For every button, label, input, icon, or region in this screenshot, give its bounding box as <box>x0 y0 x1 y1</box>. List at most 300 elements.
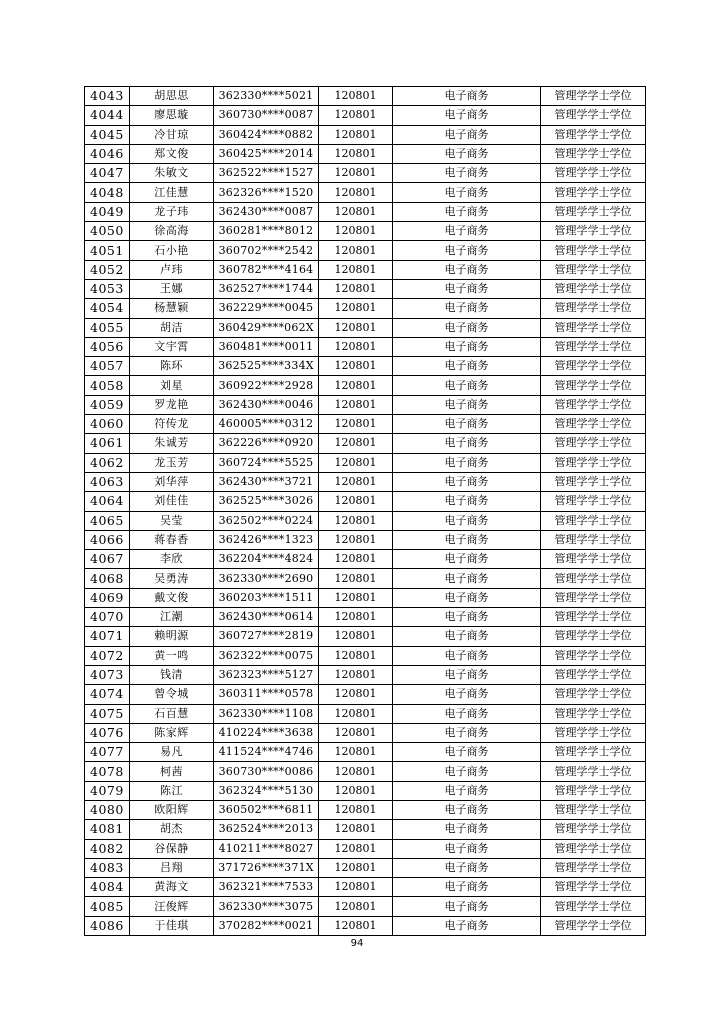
major-name-cell: 电子商务 <box>393 395 541 414</box>
major-name-cell: 电子商务 <box>393 627 541 646</box>
serial-number-cell: 4082 <box>85 839 130 858</box>
major-code-cell: 120801 <box>319 87 393 106</box>
major-code-cell: 120801 <box>319 472 393 491</box>
serial-number-cell: 4069 <box>85 588 130 607</box>
serial-number-cell: 4071 <box>85 627 130 646</box>
major-code-cell: 120801 <box>319 762 393 781</box>
table-row <box>85 87 646 106</box>
degree-cell: 管理学学士学位 <box>541 337 646 356</box>
major-code-cell: 120801 <box>319 106 393 125</box>
id-number-cell: 360425****2014 <box>214 144 319 163</box>
student-name-cell: 李欣 <box>130 550 214 569</box>
id-number-cell: 370282****0021 <box>214 916 319 935</box>
major-name-cell: 电子商务 <box>393 588 541 607</box>
degree-cell: 管理学学士学位 <box>541 87 646 106</box>
table-row <box>85 608 646 627</box>
major-name-cell: 电子商务 <box>393 839 541 858</box>
serial-number-cell: 4084 <box>85 878 130 897</box>
id-number-cell: 411524****4746 <box>214 743 319 762</box>
major-name-cell: 电子商务 <box>393 106 541 125</box>
degree-cell: 管理学学士学位 <box>541 376 646 395</box>
student-name-cell: 陈环 <box>130 357 214 376</box>
table-row <box>85 723 646 742</box>
id-number-cell: 360281****8012 <box>214 222 319 241</box>
serial-number-cell: 4072 <box>85 646 130 665</box>
degree-cell: 管理学学士学位 <box>541 415 646 434</box>
student-name-cell: 吕翔 <box>130 858 214 877</box>
id-number-cell: 360730****0087 <box>214 106 319 125</box>
degree-cell: 管理学学士学位 <box>541 627 646 646</box>
degree-cell: 管理学学士学位 <box>541 916 646 935</box>
serial-number-cell: 4073 <box>85 665 130 684</box>
degree-cell: 管理学学士学位 <box>541 492 646 511</box>
serial-number-cell: 4044 <box>85 106 130 125</box>
table-row <box>85 376 646 395</box>
serial-number-cell: 4066 <box>85 530 130 549</box>
major-name-cell: 电子商务 <box>393 241 541 260</box>
student-name-cell: 王娜 <box>130 279 214 298</box>
student-name-cell: 欧阳辉 <box>130 800 214 819</box>
degree-cell: 管理学学士学位 <box>541 839 646 858</box>
id-number-cell: 362330****5021 <box>214 87 319 106</box>
id-number-cell: 362330****2690 <box>214 569 319 588</box>
major-code-cell: 120801 <box>319 492 393 511</box>
table-row <box>85 241 646 260</box>
id-number-cell: 362430****0087 <box>214 202 319 221</box>
table-row <box>85 665 646 684</box>
major-code-cell: 120801 <box>319 183 393 202</box>
serial-number-cell: 4047 <box>85 164 130 183</box>
major-name-cell: 电子商务 <box>393 202 541 221</box>
student-name-cell: 胡思思 <box>130 87 214 106</box>
student-name-cell: 朱敏文 <box>130 164 214 183</box>
degree-cell: 管理学学士学位 <box>541 202 646 221</box>
student-name-cell: 曾令城 <box>130 685 214 704</box>
serial-number-cell: 4079 <box>85 781 130 800</box>
serial-number-cell: 4070 <box>85 608 130 627</box>
major-code-cell: 120801 <box>319 627 393 646</box>
id-number-cell: 362527****1744 <box>214 279 319 298</box>
major-name-cell: 电子商务 <box>393 511 541 530</box>
degree-cell: 管理学学士学位 <box>541 357 646 376</box>
major-code-cell: 120801 <box>319 646 393 665</box>
serial-number-cell: 4060 <box>85 415 130 434</box>
serial-number-cell: 4045 <box>85 125 130 144</box>
degree-cell: 管理学学士学位 <box>541 299 646 318</box>
major-name-cell: 电子商务 <box>393 453 541 472</box>
table-row <box>85 299 646 318</box>
serial-number-cell: 4050 <box>85 222 130 241</box>
serial-number-cell: 4086 <box>85 916 130 935</box>
serial-number-cell: 4048 <box>85 183 130 202</box>
degree-cell: 管理学学士学位 <box>541 685 646 704</box>
major-name-cell: 电子商务 <box>393 87 541 106</box>
degree-cell: 管理学学士学位 <box>541 762 646 781</box>
student-name-cell: 胡洁 <box>130 318 214 337</box>
id-number-cell: 362426****1323 <box>214 530 319 549</box>
student-name-cell: 戴文俊 <box>130 588 214 607</box>
student-name-cell: 易凡 <box>130 743 214 762</box>
major-name-cell: 电子商务 <box>393 646 541 665</box>
major-code-cell: 120801 <box>319 820 393 839</box>
student-name-cell: 于佳琪 <box>130 916 214 935</box>
major-code-cell: 120801 <box>319 395 393 414</box>
table-row <box>85 183 646 202</box>
table-row <box>85 820 646 839</box>
serial-number-cell: 4068 <box>85 569 130 588</box>
major-name-cell: 电子商务 <box>393 878 541 897</box>
major-code-cell: 120801 <box>319 800 393 819</box>
student-name-cell: 卢玮 <box>130 260 214 279</box>
student-name-cell: 石小艳 <box>130 241 214 260</box>
table-row <box>85 164 646 183</box>
degree-cell: 管理学学士学位 <box>541 820 646 839</box>
major-name-cell: 电子商务 <box>393 897 541 916</box>
degree-cell: 管理学学士学位 <box>541 241 646 260</box>
table-row <box>85 492 646 511</box>
student-name-cell: 赖明源 <box>130 627 214 646</box>
table-row <box>85 897 646 916</box>
serial-number-cell: 4051 <box>85 241 130 260</box>
table-row <box>85 202 646 221</box>
table-row <box>85 839 646 858</box>
table-row <box>85 415 646 434</box>
degree-cell: 管理学学士学位 <box>541 260 646 279</box>
major-name-cell: 电子商务 <box>393 125 541 144</box>
id-number-cell: 362321****7533 <box>214 878 319 897</box>
table-body <box>85 87 646 936</box>
serial-number-cell: 4083 <box>85 858 130 877</box>
major-name-cell: 电子商务 <box>393 800 541 819</box>
major-code-cell: 120801 <box>319 164 393 183</box>
major-name-cell: 电子商务 <box>393 530 541 549</box>
student-name-cell: 吴莹 <box>130 511 214 530</box>
major-code-cell: 120801 <box>319 279 393 298</box>
major-name-cell: 电子商务 <box>393 858 541 877</box>
table-row <box>85 588 646 607</box>
degree-cell: 管理学学士学位 <box>541 665 646 684</box>
major-code-cell: 120801 <box>319 781 393 800</box>
id-number-cell: 362430****3721 <box>214 472 319 491</box>
id-number-cell: 362330****1108 <box>214 704 319 723</box>
table-row <box>85 395 646 414</box>
degree-cell: 管理学学士学位 <box>541 395 646 414</box>
serial-number-cell: 4065 <box>85 511 130 530</box>
serial-number-cell: 4059 <box>85 395 130 414</box>
major-name-cell: 电子商务 <box>393 260 541 279</box>
student-name-cell: 廖思璇 <box>130 106 214 125</box>
id-number-cell: 362324****5130 <box>214 781 319 800</box>
id-number-cell: 362226****0920 <box>214 434 319 453</box>
id-number-cell: 360502****6811 <box>214 800 319 819</box>
major-code-cell: 120801 <box>319 453 393 472</box>
serial-number-cell: 4049 <box>85 202 130 221</box>
major-code-cell: 120801 <box>319 511 393 530</box>
major-code-cell: 120801 <box>319 550 393 569</box>
table-row <box>85 781 646 800</box>
table-row <box>85 511 646 530</box>
major-name-cell: 电子商务 <box>393 318 541 337</box>
student-name-cell: 蒋春香 <box>130 530 214 549</box>
table-row <box>85 279 646 298</box>
major-name-cell: 电子商务 <box>393 723 541 742</box>
id-number-cell: 460005****0312 <box>214 415 319 434</box>
major-code-cell: 120801 <box>319 125 393 144</box>
table-row <box>85 337 646 356</box>
major-code-cell: 120801 <box>319 434 393 453</box>
major-name-cell: 电子商务 <box>393 415 541 434</box>
id-number-cell: 362204****4824 <box>214 550 319 569</box>
major-code-cell: 120801 <box>319 530 393 549</box>
table-row <box>85 472 646 491</box>
id-number-cell: 362430****0046 <box>214 395 319 414</box>
major-code-cell: 120801 <box>319 839 393 858</box>
degree-cell: 管理学学士学位 <box>541 222 646 241</box>
major-name-cell: 电子商务 <box>393 434 541 453</box>
major-code-cell: 120801 <box>319 222 393 241</box>
major-code-cell: 120801 <box>319 588 393 607</box>
degree-cell: 管理学学士学位 <box>541 279 646 298</box>
table-row <box>85 858 646 877</box>
degree-cell: 管理学学士学位 <box>541 106 646 125</box>
id-number-cell: 362323****5127 <box>214 665 319 684</box>
student-name-cell: 朱诚芳 <box>130 434 214 453</box>
degree-cell: 管理学学士学位 <box>541 453 646 472</box>
table-row <box>85 550 646 569</box>
student-name-cell: 龙子玮 <box>130 202 214 221</box>
degree-cell: 管理学学士学位 <box>541 434 646 453</box>
serial-number-cell: 4057 <box>85 357 130 376</box>
degree-cell: 管理学学士学位 <box>541 318 646 337</box>
major-code-cell: 120801 <box>319 337 393 356</box>
degree-cell: 管理学学士学位 <box>541 723 646 742</box>
degree-cell: 管理学学士学位 <box>541 704 646 723</box>
serial-number-cell: 4080 <box>85 800 130 819</box>
id-number-cell: 360424****0882 <box>214 125 319 144</box>
id-number-cell: 360724****5525 <box>214 453 319 472</box>
major-name-cell: 电子商务 <box>393 916 541 935</box>
table-row <box>85 125 646 144</box>
serial-number-cell: 4053 <box>85 279 130 298</box>
serial-number-cell: 4058 <box>85 376 130 395</box>
id-number-cell: 362326****1520 <box>214 183 319 202</box>
serial-number-cell: 4054 <box>85 299 130 318</box>
student-name-cell: 吴勇涛 <box>130 569 214 588</box>
degree-cell: 管理学学士学位 <box>541 858 646 877</box>
degree-cell: 管理学学士学位 <box>541 183 646 202</box>
student-name-cell: 石百慧 <box>130 704 214 723</box>
id-number-cell: 360782****4164 <box>214 260 319 279</box>
major-code-cell: 120801 <box>319 299 393 318</box>
major-name-cell: 电子商务 <box>393 820 541 839</box>
student-name-cell: 江潮 <box>130 608 214 627</box>
table-row <box>85 762 646 781</box>
id-number-cell: 362502****0224 <box>214 511 319 530</box>
id-number-cell: 360702****2542 <box>214 241 319 260</box>
major-code-cell: 120801 <box>319 241 393 260</box>
serial-number-cell: 4076 <box>85 723 130 742</box>
major-name-cell: 电子商务 <box>393 743 541 762</box>
id-number-cell: 360311****0578 <box>214 685 319 704</box>
degree-cell: 管理学学士学位 <box>541 125 646 144</box>
student-name-cell: 杨慧颖 <box>130 299 214 318</box>
student-name-cell: 刘华萍 <box>130 472 214 491</box>
degree-cell: 管理学学士学位 <box>541 550 646 569</box>
id-number-cell: 360429****062X <box>214 318 319 337</box>
major-name-cell: 电子商务 <box>393 608 541 627</box>
major-code-cell: 120801 <box>319 916 393 935</box>
major-name-cell: 电子商务 <box>393 704 541 723</box>
student-name-cell: 陈江 <box>130 781 214 800</box>
major-code-cell: 120801 <box>319 318 393 337</box>
degree-cell: 管理学学士学位 <box>541 530 646 549</box>
student-name-cell: 汪俊辉 <box>130 897 214 916</box>
id-number-cell: 362525****3026 <box>214 492 319 511</box>
major-name-cell: 电子商务 <box>393 492 541 511</box>
id-number-cell: 362525****334X <box>214 357 319 376</box>
degree-cell: 管理学学士学位 <box>541 897 646 916</box>
major-name-cell: 电子商务 <box>393 357 541 376</box>
student-name-cell: 罗龙艳 <box>130 395 214 414</box>
student-name-cell: 徐高海 <box>130 222 214 241</box>
major-code-cell: 120801 <box>319 144 393 163</box>
id-number-cell: 362522****1527 <box>214 164 319 183</box>
degree-cell: 管理学学士学位 <box>541 743 646 762</box>
major-name-cell: 电子商务 <box>393 337 541 356</box>
table-row <box>85 743 646 762</box>
serial-number-cell: 4067 <box>85 550 130 569</box>
major-code-cell: 120801 <box>319 569 393 588</box>
id-number-cell: 371726****371X <box>214 858 319 877</box>
student-name-cell: 黄海文 <box>130 878 214 897</box>
table-row <box>85 627 646 646</box>
major-name-cell: 电子商务 <box>393 472 541 491</box>
major-code-cell: 120801 <box>319 202 393 221</box>
major-name-cell: 电子商务 <box>393 762 541 781</box>
major-name-cell: 电子商务 <box>393 376 541 395</box>
degree-cell: 管理学学士学位 <box>541 588 646 607</box>
degree-cell: 管理学学士学位 <box>541 781 646 800</box>
major-code-cell: 120801 <box>319 743 393 762</box>
table-row <box>85 704 646 723</box>
serial-number-cell: 4064 <box>85 492 130 511</box>
serial-number-cell: 4043 <box>85 87 130 106</box>
degree-cell: 管理学学士学位 <box>541 569 646 588</box>
major-code-cell: 120801 <box>319 357 393 376</box>
table-row <box>85 144 646 163</box>
table-row <box>85 800 646 819</box>
student-name-cell: 柯茜 <box>130 762 214 781</box>
major-code-cell: 120801 <box>319 858 393 877</box>
table-row <box>85 569 646 588</box>
table-row <box>85 357 646 376</box>
major-name-cell: 电子商务 <box>393 685 541 704</box>
student-name-cell: 龙玉芳 <box>130 453 214 472</box>
degree-cell: 管理学学士学位 <box>541 511 646 530</box>
major-code-cell: 120801 <box>319 260 393 279</box>
id-number-cell: 362229****0045 <box>214 299 319 318</box>
student-name-cell: 钱清 <box>130 665 214 684</box>
serial-number-cell: 4062 <box>85 453 130 472</box>
degree-cell: 管理学学士学位 <box>541 164 646 183</box>
major-name-cell: 电子商务 <box>393 164 541 183</box>
major-code-cell: 120801 <box>319 376 393 395</box>
serial-number-cell: 4075 <box>85 704 130 723</box>
degree-cell: 管理学学士学位 <box>541 472 646 491</box>
degree-cell: 管理学学士学位 <box>541 878 646 897</box>
id-number-cell: 360730****0086 <box>214 762 319 781</box>
id-number-cell: 362322****0075 <box>214 646 319 665</box>
major-code-cell: 120801 <box>319 723 393 742</box>
student-name-cell: 刘佳佳 <box>130 492 214 511</box>
major-name-cell: 电子商务 <box>393 183 541 202</box>
degree-cell: 管理学学士学位 <box>541 608 646 627</box>
major-name-cell: 电子商务 <box>393 665 541 684</box>
major-name-cell: 电子商务 <box>393 299 541 318</box>
table-row <box>85 222 646 241</box>
table-row <box>85 106 646 125</box>
degree-cell: 管理学学士学位 <box>541 144 646 163</box>
student-name-cell: 江佳慧 <box>130 183 214 202</box>
degree-roster-table <box>84 86 646 936</box>
serial-number-cell: 4078 <box>85 762 130 781</box>
major-code-cell: 120801 <box>319 897 393 916</box>
degree-cell: 管理学学士学位 <box>541 646 646 665</box>
serial-number-cell: 4085 <box>85 897 130 916</box>
id-number-cell: 360481****0011 <box>214 337 319 356</box>
page-number: 94 <box>350 938 364 949</box>
student-name-cell: 谷保静 <box>130 839 214 858</box>
major-code-cell: 120801 <box>319 415 393 434</box>
major-code-cell: 120801 <box>319 878 393 897</box>
serial-number-cell: 4074 <box>85 685 130 704</box>
table-row <box>85 916 646 935</box>
serial-number-cell: 4055 <box>85 318 130 337</box>
table-row <box>85 453 646 472</box>
table-row <box>85 318 646 337</box>
table-row <box>85 434 646 453</box>
id-number-cell: 410211****8027 <box>214 839 319 858</box>
id-number-cell: 410224****3638 <box>214 723 319 742</box>
major-name-cell: 电子商务 <box>393 550 541 569</box>
major-code-cell: 120801 <box>319 608 393 627</box>
major-name-cell: 电子商务 <box>393 144 541 163</box>
serial-number-cell: 4081 <box>85 820 130 839</box>
id-number-cell: 362430****0614 <box>214 608 319 627</box>
table-row <box>85 646 646 665</box>
serial-number-cell: 4052 <box>85 260 130 279</box>
degree-cell: 管理学学士学位 <box>541 800 646 819</box>
major-name-cell: 电子商务 <box>393 222 541 241</box>
student-name-cell: 刘星 <box>130 376 214 395</box>
major-name-cell: 电子商务 <box>393 279 541 298</box>
serial-number-cell: 4077 <box>85 743 130 762</box>
student-name-cell: 黄一鸣 <box>130 646 214 665</box>
major-code-cell: 120801 <box>319 685 393 704</box>
student-name-cell: 胡杰 <box>130 820 214 839</box>
student-name-cell: 陈家辉 <box>130 723 214 742</box>
serial-number-cell: 4056 <box>85 337 130 356</box>
serial-number-cell: 4061 <box>85 434 130 453</box>
major-code-cell: 120801 <box>319 704 393 723</box>
id-number-cell: 362330****3075 <box>214 897 319 916</box>
id-number-cell: 360727****2819 <box>214 627 319 646</box>
serial-number-cell: 4063 <box>85 472 130 491</box>
id-number-cell: 360203****1511 <box>214 588 319 607</box>
table-row <box>85 530 646 549</box>
table-row <box>85 878 646 897</box>
student-name-cell: 符传龙 <box>130 415 214 434</box>
